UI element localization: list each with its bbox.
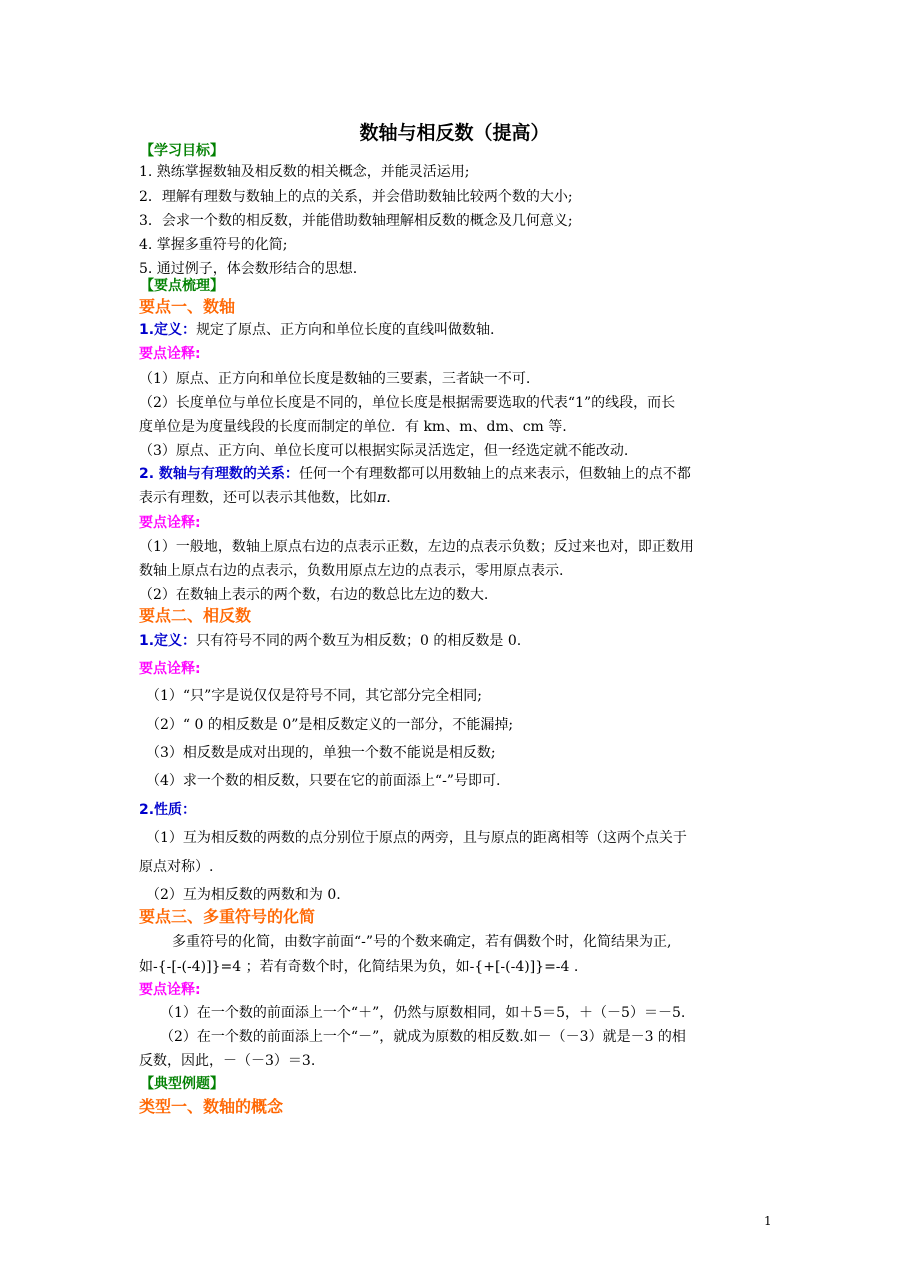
note-label: 要点诠释: bbox=[139, 982, 201, 998]
note-item: （1）一般地，数轴上原点右边的点表示正数，左边的点表示负数；反过来也对，即正数用 bbox=[139, 539, 694, 555]
note-item: （2）在一个数的前面添上一个“－”，就成为原数的相反数.如－（－3）就是－3 的相 bbox=[160, 1029, 686, 1045]
page-title: 数轴与相反数（提高） bbox=[359, 122, 550, 144]
goal-item: 2．理解有理数与数轴上的点的关系，并会借助数轴比较两个数的大小; bbox=[139, 189, 573, 205]
note-item: （3）原点、正方向、单位长度可以根据实际灵活选定，但一经选定就不能改动. bbox=[139, 443, 629, 459]
goal-item: 1. 熟练掌握数轴及相反数的相关概念，并能灵活运用; bbox=[139, 164, 470, 180]
definition-label: 1.定义： bbox=[139, 633, 197, 649]
example-type-title: 类型一、数轴的概念 bbox=[139, 1097, 284, 1116]
review-heading: 【要点梳理】 bbox=[140, 278, 224, 294]
note-item: （2）在数轴上表示的两个数，右边的数总比左边的数大. bbox=[139, 587, 489, 603]
examples-heading: 【典型例题】 bbox=[140, 1076, 224, 1092]
note-item: （4）求一个数的相反数，只要在它的前面添上“-”号即可. bbox=[146, 773, 501, 789]
definition-text: 只有符号不同的两个数互为相反数；0 的相反数是 0. bbox=[196, 633, 522, 649]
definition-line bbox=[139, 631, 521, 651]
body-line: 多重符号的化简，由数字前面“-”号的个数来确定，若有偶数个时，化简结果为正, bbox=[172, 934, 672, 950]
page-number: 1 bbox=[764, 1214, 772, 1228]
relation-line-2 bbox=[139, 488, 391, 508]
definition-line bbox=[139, 320, 495, 340]
note-label: 要点诠释: bbox=[139, 661, 201, 677]
property-label: 2.性质： bbox=[139, 802, 197, 818]
note-label: 要点诠释: bbox=[139, 346, 201, 362]
definition-label: 1.定义： bbox=[139, 322, 197, 338]
section-title-multiple-signs: 要点三、多重符号的化简 bbox=[139, 907, 316, 926]
body-line: 如-{-[-(-4)]}=4 ；若有奇数个时，化简结果为负，如-{+[-(-4)]}=-4 . bbox=[139, 959, 579, 975]
definition-text: 规定了原点、正方向和单位长度的直线叫做数轴. bbox=[196, 322, 495, 338]
note-item: （2）“ 0 的相反数是 0”是相反数定义的一部分，不能漏掉; bbox=[146, 717, 514, 733]
relation-text-2: 表示有理数，还可以表示其他数，比如 bbox=[139, 490, 377, 506]
pi-symbol: π bbox=[377, 490, 387, 506]
note-item: 数轴上原点右边的点表示，负数用原点左边的点表示，零用原点表示. bbox=[139, 563, 564, 579]
note-item: 反数，因此，－（－3）＝3. bbox=[139, 1053, 316, 1069]
goals-heading: 【学习目标】 bbox=[140, 143, 224, 159]
relation-end: . bbox=[386, 490, 391, 506]
goal-item: 4. 掌握多重符号的化简; bbox=[139, 237, 288, 253]
note-item: （2）长度单位与单位长度是不同的，单位长度是根据需要选取的代表“1”的线段，而长 bbox=[139, 395, 676, 411]
note-item: （1）原点、正方向和单位长度是数轴的三要素，三者缺一不可. bbox=[139, 371, 531, 387]
section-title-number-line: 要点一、数轴 bbox=[139, 297, 236, 316]
note-item: （3）相反数是成对出现的，单独一个数不能说是相反数; bbox=[146, 745, 496, 761]
relation-line bbox=[139, 464, 691, 484]
note-item: （1）“只”字是说仅仅是符号不同，其它部分完全相同; bbox=[146, 688, 482, 704]
goal-item: 5. 通过例子，体会数形结合的思想. bbox=[139, 261, 358, 277]
relation-label: 2. 数轴与有理数的关系： bbox=[139, 466, 299, 482]
note-item: （1）在一个数的前面添上一个“＋”，仍然与原数相同，如＋5＝5，＋（－5）＝－5. bbox=[160, 1005, 686, 1021]
property-item: （1）互为相反数的两数的点分别位于原点的两旁，且与原点的距离相等（这两个点关于 bbox=[146, 830, 687, 846]
note-label: 要点诠释: bbox=[139, 515, 201, 531]
note-item: 度单位是为度量线段的长度而制定的单位．有 km、m、dm、cm 等. bbox=[139, 419, 567, 435]
goal-item: 3．会求一个数的相反数，并能借助数轴理解相反数的概念及几何意义; bbox=[139, 213, 573, 229]
property-item: 原点对称）. bbox=[139, 859, 214, 875]
section-title-opposite: 要点二、相反数 bbox=[139, 606, 252, 625]
relation-text: 任何一个有理数都可以用数轴上的点来表示，但数轴上的点不都 bbox=[298, 466, 691, 482]
property-item: （2）互为相反数的两数和为 0. bbox=[146, 887, 341, 903]
